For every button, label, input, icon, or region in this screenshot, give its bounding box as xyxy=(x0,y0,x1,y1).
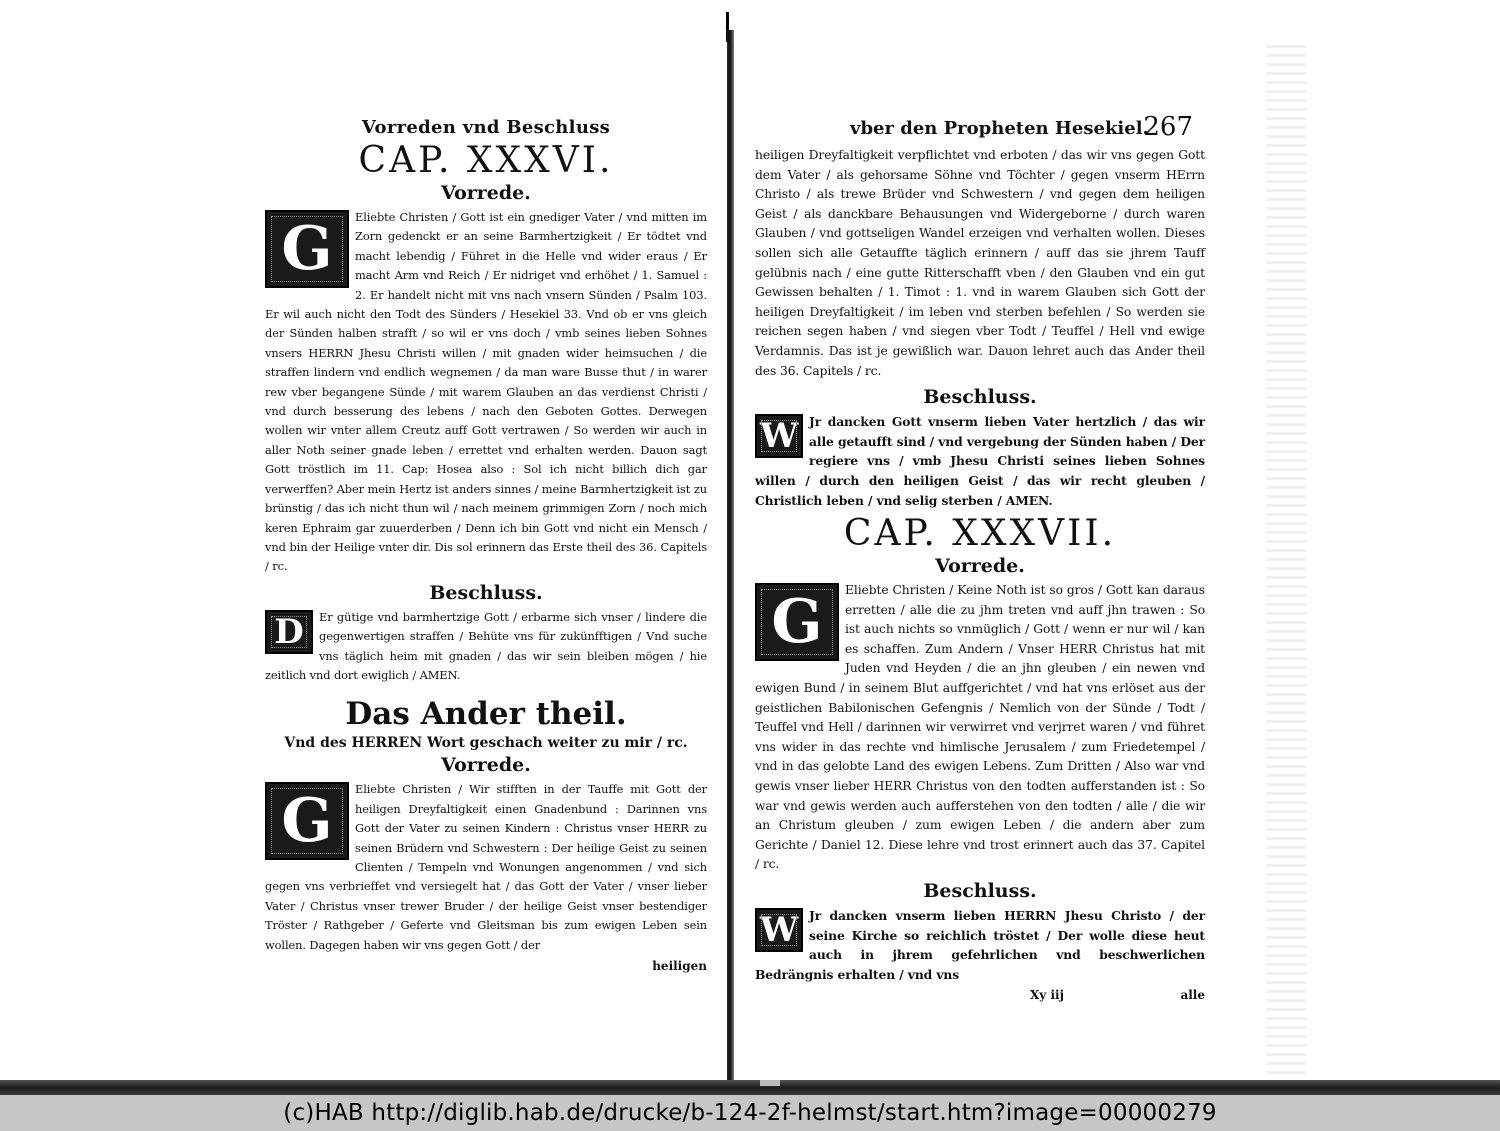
vorrede-paragraph-3 xyxy=(755,581,1205,875)
vorrede-text-2: Eliebte Christen / Wir stifften in der Tauffe mit Gott der heiligen Dreyfaltigkeit einen Gnadenbund : Darinnen vns Gott der Vater zu seinen Kindern : Christus vnser HERR zu seinen Brüdern vnd Schwestern : Der heilige Geist zu seinen Clienten / Tempeln vnd Wonungen angenommen / vnd sich gegen vns verbrieffet vnd versiegelt hat / das Gott der Vater / vnser lieber Vater / Christus vnser trewer Bruder / der heilige Geist vnser bestendiger Tröster / Rathgeber / Geferte vnd Gleitsman bis zum ewigen Leben sein wollen. Dagegen haben wir vns gegen Gott / der xyxy=(265,782,707,952)
scan-edge-notch xyxy=(760,1080,780,1086)
vorrede-paragraph-1 xyxy=(265,208,707,577)
scan-edge-bar xyxy=(0,1080,1500,1095)
left-text-column xyxy=(265,115,707,979)
page-edge-shading xyxy=(1266,45,1306,1085)
running-head-left: Vorreden vnd Beschluss xyxy=(361,117,611,138)
chapter-heading-37: CAP. XXXVII. xyxy=(843,513,1117,555)
beschluss-paragraph-1 xyxy=(265,608,707,686)
beschluss-text-3: Jr dancken vnserm lieben HERRN Jhesu Christo / der seine Kirche so reichlich tröstet / Der wolle diese heut auch in jhrem gefehrlichen vnd beschwerlichen Bedrängnis erhalten / vnd vns xyxy=(755,908,1205,982)
copyright-watermark: (c)HAB http://diglib.hab.de/drucke/b-124-2f-helmst/start.htm?image=00000279 xyxy=(0,1095,1500,1131)
beschluss-text-2: Jr dancken Gott vnserm lieben Vater hertzlich / das wir alle getaufft sind / vnd vergebung der Sünden haben / Der regiere vns / vmb Jhesu Christi seines lieben Sohnes willen / durch den heiligen Geist / das wir recht gleuben / Christlich leben / vnd selig sterben / AMEN. xyxy=(755,414,1205,508)
catchword-right: alle xyxy=(1180,988,1205,1003)
page-number: 267 xyxy=(1143,112,1193,142)
book-gutter xyxy=(727,30,734,1080)
beschluss-paragraph-3 xyxy=(755,906,1205,984)
vorrede-paragraph-2 xyxy=(265,780,707,955)
decorated-initial-icon: W xyxy=(755,908,803,952)
part-title: Das Ander theil. xyxy=(345,696,627,733)
vorrede-heading-1: Vorrede. xyxy=(441,182,531,204)
running-head-title: vber den Propheten Hesekiel. xyxy=(850,118,1149,139)
decorated-initial-icon: G xyxy=(265,210,349,288)
left-page xyxy=(0,0,728,1095)
decorated-initial-icon: D xyxy=(265,610,313,654)
decorated-initial-icon: G xyxy=(755,583,839,661)
page-footer-right xyxy=(755,988,1205,1010)
signature-mark: Xy iij xyxy=(1030,988,1064,1003)
right-text-column xyxy=(755,114,1205,1010)
vorrede-text-3: Eliebte Christen / Keine Noth ist so gros / Gott kan daraus erretten / alle die zu jhm treten vnd auff jhn trawen : So ist auch nichts so vnmüglich / Gott / wenn er nur wil / kan es schaffen. Zum Andern / Vnser HERR Christus hat mit Juden vnd Heyden / die an jhn gleuben / ein newen vnd ewigen Bund / in seinem Blut auffgerichtet / vnd hat vns erlöset aus der geistlichen Babilonischen Gefengnis / Nemlich von der Sünde / Todt / Teuffel vnd Hell / darinnen wir verwirret vnd verjrret waren / vnd führet vns wider in das rechte vnd himlische Jerusalem / zum Friedetempel / vnd in das gelobte Land des ewigen Lebens. Zum Dritten / Also war vnd gewis vnser lieber HERR Christus von den todten aufferstanden ist : So war vnd gewis werden auch aufferstehen von den todten / alle / die wir an Christum gleuben / zum ewigen Leben / die andern aber zum Gerichte / Daniel 12. Diese lehre vnd trost erinnert auch das 37. Capitel / rc. xyxy=(755,583,1205,872)
vorrede-heading-3: Vorrede. xyxy=(935,555,1025,578)
decorated-initial-icon: W xyxy=(755,414,803,458)
chapter-heading-36: CAP. XXXVI. xyxy=(358,140,614,181)
vorrede-text-1: Eliebte Christen / Gott ist ein gnediger Vater / vnd mitten im Zorn gedenckt er an seine Barmhertzigkeit / Er tödtet vnd macht lebendig / Führet in die Helle vnd wider eraus / Er macht Arm vnd Reich / Er nidriget vnd erhöhet / 1. Samuel : 2. Er handelt nicht mit vns nach vnsern Sünden / Psalm 103. Er wil auch nicht den Todt des Sünders / Hesekiel 33. Vnd ob er vns gleich der Sünden halben strafft / so wil er vns doch / vmb seines lieben Sohnes vnsers HERRN Jhesu Christi willen / mit gnaden wider heimsuchen / die straffen lindern vnd endlich wegnemen / da man ware Busse thut / in warer rew vber begangene Sünde / mit warem Glauben an das verdienst Christi / vnd durch besserung des lebens / nach den Geboten Gottes. Derwegen wollen wir vnter allem Creutz auff Gott vertrawen / So werden wir auch in aller Noth seiner gnade leben / errettet vnd erhalten werden. Dauon sagt Gott tröstlich im 11. Cap: Hosea also : Sol ich nicht billich dich gar verwerffen? Aber mein Hertz ist anders sinnes / meine Barmhertzigkeit ist zu brünstig / das ich nicht thun wil / nach meinem grimmigen Zorn / noch mich keren Ephraim gar zuuerderben / Denn ich bin Gott vnd nicht ein Mensch / vnd bin der Heilige vnter dir. Dis sol erinnern das Erste theil des 36. Capitels / rc. xyxy=(265,210,707,574)
beschluss-text-1: Er gütige vnd barmhertzige Gott / erbarme sich vnser / lindere die gegenwertigen straffen / Behüte vns für zukünfftigen / Vnd suche vns täglich heim mit gnaden / das wir sein bleiben mögen / hie zeitlich vnd dort ewiglich / AMEN. xyxy=(265,609,707,682)
vorrede-heading-2: Vorrede. xyxy=(441,754,531,777)
part-subtitle: Vnd des HERREN Wort geschach weiter zu mir / rc. xyxy=(284,735,688,752)
beschluss-heading-3: Beschluss. xyxy=(923,880,1037,902)
running-head-right xyxy=(755,114,1205,144)
decorated-initial-icon: G xyxy=(265,782,349,860)
beschluss-heading-2: Beschluss. xyxy=(923,386,1037,409)
beschluss-paragraph-2 xyxy=(755,412,1205,510)
continuation-paragraph: heiligen Dreyfaltigkeit verpflichtet vnd erboten / das wir vns gegen Gott dem Vater / als gehorsame Söhne vnd Töchter / gegen vnserm HErrn Christo / als trewe Brüder vnd Schwestern / vnd gegen dem heiligen Geist / als danckbare Behausungen vnd Widergeborne / durch waren Glauben / vnd gottseligen Wandel erzeigen vnd verhalten wollen. Dieses sollen sich alle Getauffte täglich erinnern / auff das sie jhrem Tauff gelübnis nach / eine gutte Ritterschafft vben / den Glauben vnd ein gut Gewissen behalten / 1. Timot : 1. vnd in warem Glauben sich Gott der heiligen Dreyfaltigkeit / im leben vnd sterben befehlen / So werden sie reichen segen haben / vnd siegen vber Todt / Teuffel / Hell vnd ewige Verdamnis. Das ist je gewißlich war. Dauon lehret auch das Ander theil des 36. Capitels / rc. xyxy=(755,148,1205,378)
beschluss-heading-1: Beschluss. xyxy=(429,581,543,604)
catchword-left: heiligen xyxy=(652,959,707,973)
